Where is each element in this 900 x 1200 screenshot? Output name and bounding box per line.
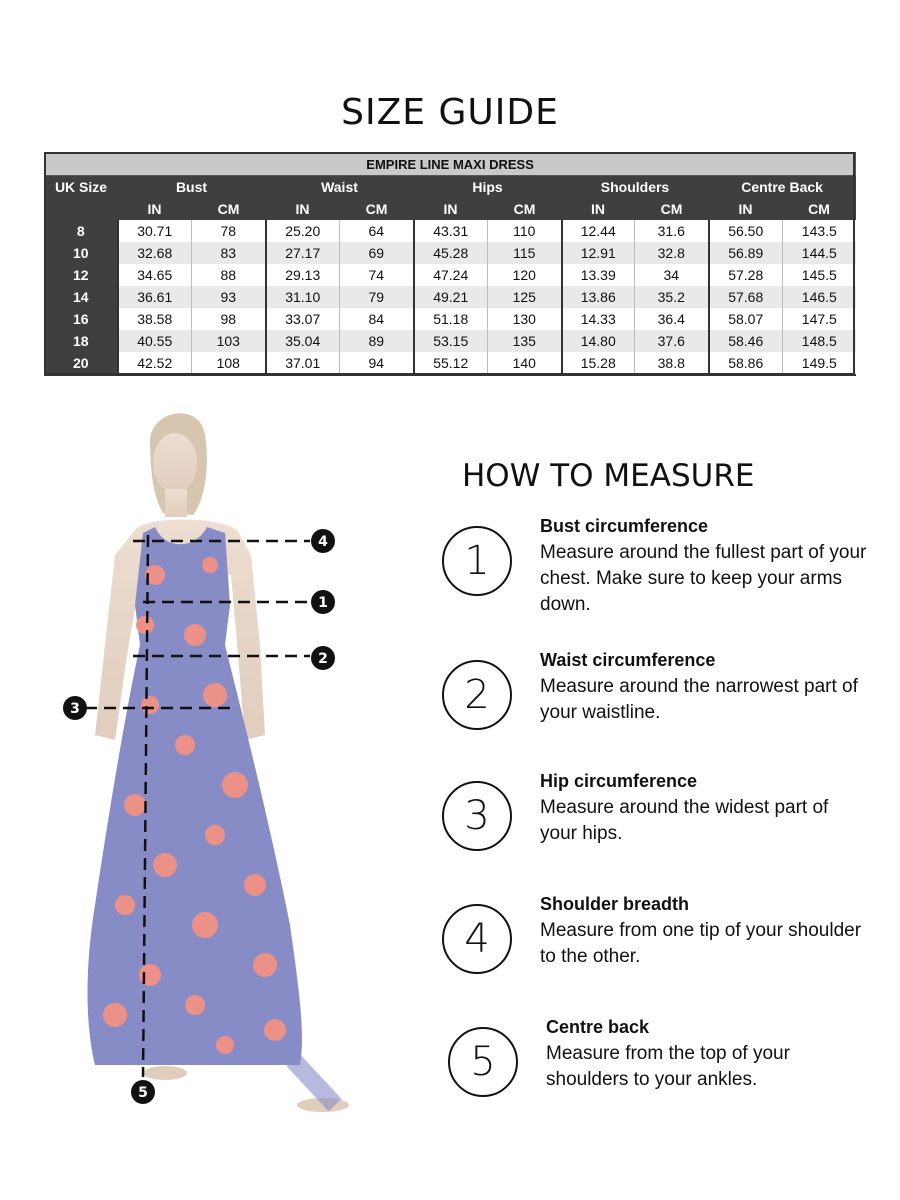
table-cell: 38.58 bbox=[118, 308, 192, 330]
unit-header-blank bbox=[45, 198, 118, 220]
step-number-circle: 4 bbox=[442, 904, 512, 974]
size-cell: 10 bbox=[45, 242, 118, 264]
step-description: Measure around the widest part of your hips. bbox=[540, 797, 829, 844]
table-cell: 33.07 bbox=[266, 308, 340, 330]
page-title: SIZE GUIDE bbox=[341, 92, 559, 134]
step-title: Bust circumference bbox=[540, 516, 709, 536]
unit-header-cm: CM bbox=[783, 198, 856, 220]
table-cell: 15.28 bbox=[562, 352, 635, 375]
table-cell: 83 bbox=[192, 242, 266, 264]
table-cell: 36.4 bbox=[635, 308, 709, 330]
table-cell: 140 bbox=[488, 352, 562, 375]
table-cell: 37.01 bbox=[266, 352, 340, 375]
unit-header-in: IN bbox=[118, 198, 192, 220]
size-cell: 18 bbox=[45, 330, 118, 352]
marker-1 bbox=[311, 590, 335, 614]
table-cell: 47.24 bbox=[414, 264, 488, 286]
table-cell: 32.8 bbox=[635, 242, 709, 264]
table-cell: 30.71 bbox=[118, 220, 192, 242]
table-body bbox=[45, 220, 856, 375]
table-cell: 135 bbox=[488, 330, 562, 352]
unit-header-cm: CM bbox=[192, 198, 266, 220]
table-cell: 40.55 bbox=[118, 330, 192, 352]
table-cell: 38.8 bbox=[635, 352, 709, 375]
table-cell: 149.5 bbox=[783, 352, 856, 375]
table-cell: 144.5 bbox=[783, 242, 856, 264]
marker-2 bbox=[311, 646, 335, 670]
size-cell: 12 bbox=[45, 264, 118, 286]
unit-header-in: IN bbox=[562, 198, 635, 220]
step-bust bbox=[442, 516, 882, 624]
size-cell: 20 bbox=[45, 352, 118, 375]
step-centre-back bbox=[448, 1017, 888, 1125]
size-cell: 14 bbox=[45, 286, 118, 308]
size-cell: 8 bbox=[45, 220, 118, 242]
table-cell: 143.5 bbox=[783, 220, 856, 242]
table-cell: 51.18 bbox=[414, 308, 488, 330]
table-cell: 35.04 bbox=[266, 330, 340, 352]
table-row bbox=[45, 352, 856, 375]
unit-header-in: IN bbox=[709, 198, 783, 220]
table-cell: 120 bbox=[488, 264, 562, 286]
table-cell: 74 bbox=[340, 264, 414, 286]
step-description: Measure from one tip of your shoulder to the other. bbox=[540, 920, 862, 967]
table-cell: 25.20 bbox=[266, 220, 340, 242]
marker-5 bbox=[131, 1080, 155, 1104]
table-cell: 130 bbox=[488, 308, 562, 330]
table-cell: 56.50 bbox=[709, 220, 783, 242]
table-cell: 42.52 bbox=[118, 352, 192, 375]
model-figure-illustration bbox=[55, 405, 385, 1125]
table-row bbox=[45, 308, 856, 330]
table-cell: 89 bbox=[340, 330, 414, 352]
table-cell: 84 bbox=[340, 308, 414, 330]
hips-header: Hips bbox=[414, 176, 562, 199]
model-body bbox=[88, 413, 350, 1112]
size-cell: 16 bbox=[45, 308, 118, 330]
shoulders-header: Shoulders bbox=[562, 176, 709, 199]
table-cell: 13.39 bbox=[562, 264, 635, 286]
table-cell: 58.46 bbox=[709, 330, 783, 352]
unit-header-cm: CM bbox=[488, 198, 562, 220]
table-cell: 43.31 bbox=[414, 220, 488, 242]
table-title-row bbox=[45, 153, 856, 176]
table-cell: 14.33 bbox=[562, 308, 635, 330]
table-cell: 34 bbox=[635, 264, 709, 286]
table-cell: 36.61 bbox=[118, 286, 192, 308]
step-waist bbox=[442, 650, 882, 758]
size-chart-table bbox=[44, 152, 856, 376]
unit-header-cm: CM bbox=[340, 198, 414, 220]
table-cell: 56.89 bbox=[709, 242, 783, 264]
table-cell: 58.86 bbox=[709, 352, 783, 375]
svg-text:5: 5 bbox=[138, 1085, 148, 1101]
table-cell: 79 bbox=[340, 286, 414, 308]
step-description: Measure from the top of your shoulders to your ankles. bbox=[546, 1043, 790, 1090]
table-cell: 57.28 bbox=[709, 264, 783, 286]
marker-4 bbox=[311, 529, 335, 553]
table-cell: 14.80 bbox=[562, 330, 635, 352]
step-title: Hip circumference bbox=[540, 771, 698, 791]
uk-size-header: UK Size bbox=[45, 176, 118, 199]
unit-header-cm: CM bbox=[635, 198, 709, 220]
table-cell: 145.5 bbox=[783, 264, 856, 286]
table-cell: 108 bbox=[192, 352, 266, 375]
table-cell: 12.91 bbox=[562, 242, 635, 264]
centre-back-header: Centre Back bbox=[709, 176, 856, 199]
step-description: Measure around the fullest part of your chest. Make sure to keep your arms down. bbox=[540, 542, 867, 615]
svg-text:1: 1 bbox=[318, 595, 328, 611]
table-cell: 49.21 bbox=[414, 286, 488, 308]
table-cell: 31.10 bbox=[266, 286, 340, 308]
svg-text:3: 3 bbox=[70, 701, 80, 717]
step-title: Centre back bbox=[546, 1017, 650, 1037]
table-group-header-row bbox=[45, 176, 856, 199]
table-cell: 12.44 bbox=[562, 220, 635, 242]
step-hip bbox=[442, 771, 882, 879]
table-cell: 146.5 bbox=[783, 286, 856, 308]
table-cell: 78 bbox=[192, 220, 266, 242]
table-row bbox=[45, 264, 856, 286]
step-number-circle: 2 bbox=[442, 660, 512, 730]
bust-header: Bust bbox=[118, 176, 266, 199]
table-cell: 45.28 bbox=[414, 242, 488, 264]
step-title: Waist circumference bbox=[540, 650, 716, 670]
unit-header-in: IN bbox=[414, 198, 488, 220]
step-number-circle: 1 bbox=[442, 526, 512, 596]
table-cell: 35.2 bbox=[635, 286, 709, 308]
how-to-measure-title: HOW TO MEASURE bbox=[462, 457, 755, 494]
table-cell: 88 bbox=[192, 264, 266, 286]
table-row bbox=[45, 242, 856, 264]
table-cell: 32.68 bbox=[118, 242, 192, 264]
waist-header: Waist bbox=[266, 176, 414, 199]
step-number-circle: 5 bbox=[448, 1027, 518, 1097]
table-row bbox=[45, 220, 856, 242]
table-cell: 110 bbox=[488, 220, 562, 242]
table-row bbox=[45, 330, 856, 352]
table-cell: 103 bbox=[192, 330, 266, 352]
svg-text:4: 4 bbox=[318, 534, 328, 550]
table-cell: 93 bbox=[192, 286, 266, 308]
table-cell: 69 bbox=[340, 242, 414, 264]
table-unit-header-row bbox=[45, 198, 856, 220]
step-description: Measure around the narrowest part of your waistline. bbox=[540, 676, 858, 723]
table-cell: 58.07 bbox=[709, 308, 783, 330]
table-cell: 53.15 bbox=[414, 330, 488, 352]
table-cell: 31.6 bbox=[635, 220, 709, 242]
table-title: EMPIRE LINE MAXI DRESS bbox=[45, 153, 856, 176]
table-cell: 125 bbox=[488, 286, 562, 308]
table-cell: 98 bbox=[192, 308, 266, 330]
step-title: Shoulder breadth bbox=[540, 894, 690, 914]
table-cell: 13.86 bbox=[562, 286, 635, 308]
table-cell: 94 bbox=[340, 352, 414, 375]
table-cell: 27.17 bbox=[266, 242, 340, 264]
table-cell: 57.68 bbox=[709, 286, 783, 308]
svg-text:2: 2 bbox=[318, 651, 328, 667]
step-number-circle: 3 bbox=[442, 781, 512, 851]
step-shoulder bbox=[442, 894, 882, 1002]
table-row bbox=[45, 286, 856, 308]
table-cell: 147.5 bbox=[783, 308, 856, 330]
unit-header-in: IN bbox=[266, 198, 340, 220]
table-cell: 55.12 bbox=[414, 352, 488, 375]
table-cell: 29.13 bbox=[266, 264, 340, 286]
table-cell: 37.6 bbox=[635, 330, 709, 352]
table-cell: 115 bbox=[488, 242, 562, 264]
table-cell: 148.5 bbox=[783, 330, 856, 352]
marker-3 bbox=[63, 696, 87, 720]
table-cell: 34.65 bbox=[118, 264, 192, 286]
table-cell: 64 bbox=[340, 220, 414, 242]
